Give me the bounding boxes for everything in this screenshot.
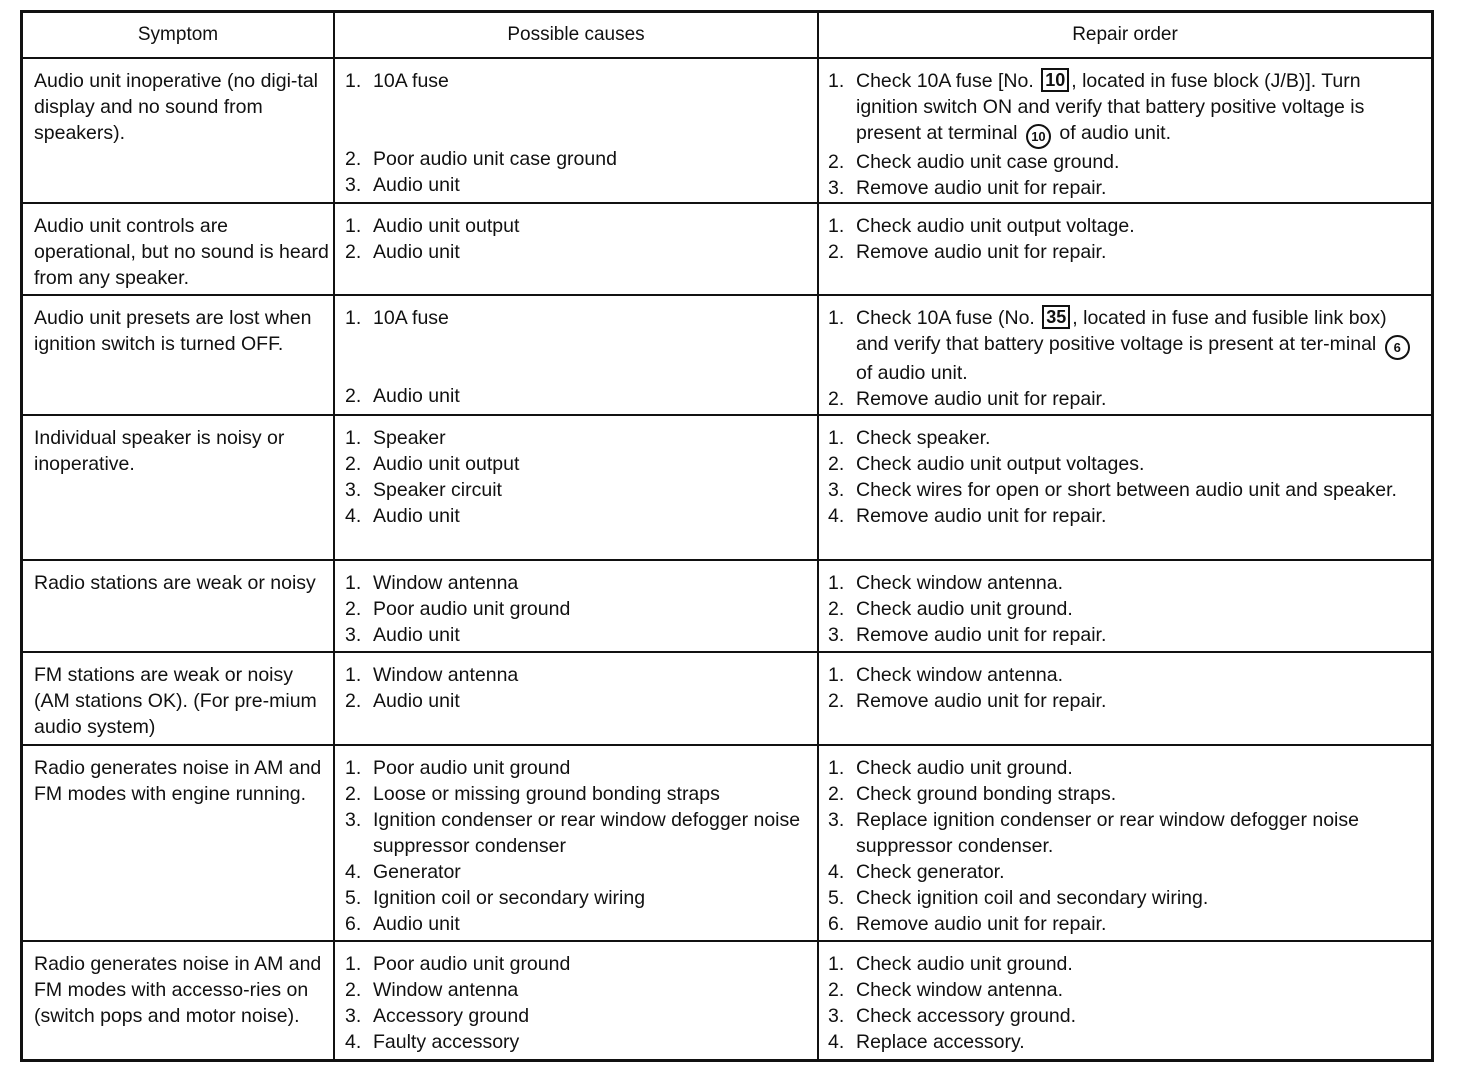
list-number: 2. [828, 783, 845, 805]
list-text: Ignition coil or secondary wiring [373, 887, 646, 909]
symptom-cell: Radio generates noise in AM and FM modes with accesso-ries on (switch pops and motor noise). [23, 942, 335, 1059]
troubleshooting-table [20, 10, 1434, 1062]
list-text: Audio unit [373, 624, 460, 646]
list-item [826, 755, 1421, 781]
list-text: Check audio unit ground. [856, 953, 1073, 975]
list-text: Replace ignition condenser or rear window defogger noise suppressor condenser. [856, 809, 1359, 857]
list-item [826, 305, 1421, 386]
list-text: Check audio unit ground. [856, 757, 1073, 779]
list-text: Accessory ground [373, 1005, 530, 1027]
list-text: Audio unit [373, 174, 460, 196]
list-number: 3. [828, 479, 845, 501]
list-number: 2. [345, 783, 362, 805]
list-number: 6. [345, 913, 362, 935]
list-number: 2. [345, 690, 362, 712]
list-item [826, 781, 1421, 807]
list-text: Audio unit [373, 913, 460, 935]
list-item [826, 1003, 1421, 1029]
list-number: 2. [828, 151, 845, 173]
header-possible-causes: Possible causes [335, 13, 819, 57]
list-text: Generator [373, 861, 461, 883]
list-number: 2. [345, 598, 362, 620]
list-item [826, 68, 1421, 149]
list-item [826, 570, 1421, 596]
list-text: Remove audio unit for repair. [856, 913, 1107, 935]
list-text: Check ignition coil and secondary wiring. [856, 887, 1209, 909]
list-number: 1. [345, 664, 362, 686]
list-item [826, 149, 1421, 175]
symptom-cell: Individual speaker is noisy or inoperative. [23, 416, 335, 559]
list-item [826, 175, 1421, 201]
list-item [343, 503, 811, 529]
list-number: 4. [828, 505, 845, 527]
list-text: Check window antenna. [856, 664, 1064, 686]
symptom-cell: Audio unit inoperative (no digi-tal display and no sound from speakers). [23, 59, 335, 202]
list-number: 1. [345, 572, 362, 594]
list-item [343, 425, 811, 451]
list-number: 2. [345, 979, 362, 1001]
terminal-number-circle: 6 [1385, 335, 1410, 360]
causes-cell [335, 746, 819, 940]
repair-cell [819, 416, 1431, 559]
list-number: 2. [345, 453, 362, 475]
list-item [343, 570, 811, 596]
list-item [343, 1003, 811, 1029]
table-row [23, 746, 1431, 942]
list-number: 1. [345, 70, 362, 92]
causes-cell [335, 942, 819, 1059]
list-item [343, 1029, 811, 1055]
list-text: Poor audio unit ground [373, 757, 571, 779]
list-item [343, 781, 811, 807]
table-row [23, 942, 1431, 1059]
causes-cell [335, 416, 819, 559]
list-item [826, 477, 1421, 503]
list-number: 2. [345, 385, 362, 407]
list-number: 1. [828, 664, 845, 686]
list-text: Remove audio unit for repair. [856, 624, 1107, 646]
table-row [23, 296, 1431, 416]
list-item [343, 68, 811, 94]
list-number: 1. [828, 953, 845, 975]
list-number: 2. [828, 690, 845, 712]
list-item [826, 425, 1421, 451]
header-repair-order: Repair order [1072, 24, 1178, 45]
list-number: 2. [828, 241, 845, 263]
list-text: Check window antenna. [856, 979, 1064, 1001]
list-item [343, 305, 811, 331]
list-item [343, 146, 811, 172]
list-text: Check audio unit case ground. [856, 151, 1120, 173]
repair-cell [819, 296, 1431, 414]
list-number: 3. [828, 1005, 845, 1027]
list-text: Remove audio unit for repair. [856, 388, 1107, 410]
list-item [343, 662, 811, 688]
causes-cell [335, 59, 819, 202]
list-item [343, 859, 811, 885]
causes-cell [335, 561, 819, 651]
list-text: Check 10A fuse [No. 10 , located in fuse block (J/B)]. Turn ignition switch ON and verify that battery positive voltage is present at terminal 10 of audio unit. [856, 68, 1421, 149]
list-number: 1. [345, 427, 362, 449]
repair-cell [819, 653, 1431, 744]
list-item [343, 885, 811, 911]
list-item [343, 951, 811, 977]
list-number: 3. [345, 174, 362, 196]
causes-cell [335, 296, 819, 414]
list-number: 3. [345, 624, 362, 646]
list-text: Check window antenna. [856, 572, 1064, 594]
list-number: 2. [828, 453, 845, 475]
list-text: Check speaker. [856, 427, 991, 449]
list-text: Ignition condenser or rear window defogger noise suppressor condenser [373, 809, 801, 857]
list-item [826, 885, 1421, 911]
list-text: Check ground bonding straps. [856, 783, 1117, 805]
list-text: 10A fuse [373, 307, 449, 329]
list-text: Window antenna [373, 572, 519, 594]
list-number: 1. [345, 953, 362, 975]
list-item [343, 239, 811, 265]
list-item [826, 951, 1421, 977]
list-text: Speaker circuit [373, 479, 502, 501]
list-number: 2. [345, 148, 362, 170]
list-text: Loose or missing ground bonding straps [373, 783, 720, 805]
list-text: Check audio unit ground. [856, 598, 1073, 620]
list-number: 1. [828, 572, 845, 594]
list-item [826, 596, 1421, 622]
list-text: Remove audio unit for repair. [856, 177, 1107, 199]
list-item [826, 622, 1421, 648]
list-number: 4. [828, 1031, 845, 1053]
list-item [343, 383, 811, 409]
list-number: 5. [828, 887, 845, 909]
list-text: Window antenna [373, 664, 519, 686]
terminal-number-circle: 10 [1026, 124, 1051, 149]
list-item [826, 859, 1421, 885]
list-text: Audio unit [373, 505, 460, 527]
causes-cell [335, 653, 819, 744]
list-item [826, 213, 1421, 239]
list-item [826, 911, 1421, 937]
repair-cell [819, 204, 1431, 294]
list-text: Poor audio unit ground [373, 598, 571, 620]
header-symptom: Symptom [23, 13, 335, 57]
list-text: Speaker [373, 427, 446, 449]
list-text: Poor audio unit ground [373, 953, 571, 975]
list-item [343, 596, 811, 622]
list-number: 3. [345, 479, 362, 501]
symptom-cell: Audio unit controls are operational, but no sound is heard from any speaker. [23, 204, 335, 294]
list-text: Remove audio unit for repair. [856, 690, 1107, 712]
list-text: Poor audio unit case ground [373, 148, 617, 170]
list-number: 3. [345, 809, 362, 831]
list-text: Check 10A fuse (No. 35 , located in fuse and fusible link box) and verify that battery positive voltage is present at ter-minal 6 of audio unit. [856, 305, 1421, 386]
list-text: Audio unit [373, 241, 460, 263]
list-number: 2. [828, 979, 845, 1001]
list-text: Audio unit [373, 385, 460, 407]
list-number: 4. [345, 861, 362, 883]
list-text: Audio unit [373, 690, 460, 712]
fuse-number-box: 35 [1042, 305, 1070, 329]
list-number: 1. [828, 307, 845, 329]
list-item [826, 1029, 1421, 1055]
list-item [826, 688, 1421, 714]
list-text: Audio unit output [373, 453, 520, 475]
list-item [826, 662, 1421, 688]
list-text: Check audio unit output voltage. [856, 215, 1135, 237]
list-number: 4. [345, 505, 362, 527]
list-number: 1. [345, 307, 362, 329]
list-number: 3. [828, 809, 845, 831]
list-text: Remove audio unit for repair. [856, 241, 1107, 263]
list-text: Check accessory ground. [856, 1005, 1077, 1027]
list-text: 10A fuse [373, 70, 449, 92]
repair-cell [819, 59, 1431, 202]
list-number: 4. [345, 1031, 362, 1053]
list-item [343, 172, 811, 198]
list-item [826, 503, 1421, 529]
list-item [343, 755, 811, 781]
list-item [343, 477, 811, 503]
table-row [23, 416, 1431, 561]
table-row [23, 204, 1431, 296]
list-text: Check wires for open or short between audio unit and speaker. [856, 479, 1397, 501]
list-number: 1. [345, 215, 362, 237]
list-number: 1. [828, 427, 845, 449]
list-text: Replace accessory. [856, 1031, 1025, 1053]
list-number: 2. [345, 241, 362, 263]
list-text: Faulty accessory [373, 1031, 520, 1053]
list-item [826, 807, 1421, 859]
list-text: Remove audio unit for repair. [856, 505, 1107, 527]
list-item [343, 451, 811, 477]
list-number: 6. [828, 913, 845, 935]
list-item [343, 688, 811, 714]
list-number: 2. [828, 388, 845, 410]
symptom-cell: Radio stations are weak or noisy [23, 561, 335, 651]
table-row [23, 653, 1431, 746]
list-item [826, 386, 1421, 412]
list-item [343, 807, 811, 859]
list-number: 1. [828, 757, 845, 779]
list-text: Check audio unit output voltages. [856, 453, 1145, 475]
list-number: 3. [345, 1005, 362, 1027]
list-number: 5. [345, 887, 362, 909]
fuse-number-box: 10 [1041, 68, 1069, 92]
list-text: Window antenna [373, 979, 519, 1001]
list-item [826, 977, 1421, 1003]
list-text: Audio unit output [373, 215, 520, 237]
list-text: Check generator. [856, 861, 1005, 883]
list-item [343, 911, 811, 937]
list-number: 1. [828, 215, 845, 237]
list-number: 1. [345, 757, 362, 779]
table-row [23, 59, 1431, 204]
table-header-row [23, 13, 1431, 59]
symptom-cell: Audio unit presets are lost when ignition switch is turned OFF. [23, 296, 335, 414]
repair-cell [819, 746, 1431, 940]
list-number: 3. [828, 177, 845, 199]
list-item [343, 977, 811, 1003]
causes-cell [335, 204, 819, 294]
list-number: 2. [828, 598, 845, 620]
list-item [826, 239, 1421, 265]
list-number: 1. [828, 70, 845, 92]
symptom-cell: FM stations are weak or noisy (AM stations OK). (For pre-mium audio system) [23, 653, 335, 744]
symptom-cell: Radio generates noise in AM and FM modes with engine running. [23, 746, 335, 940]
list-item [826, 451, 1421, 477]
repair-cell [819, 561, 1431, 651]
repair-cell [819, 942, 1431, 1059]
list-item [343, 622, 811, 648]
list-number: 4. [828, 861, 845, 883]
table-row [23, 561, 1431, 653]
list-number: 3. [828, 624, 845, 646]
list-item [343, 213, 811, 239]
